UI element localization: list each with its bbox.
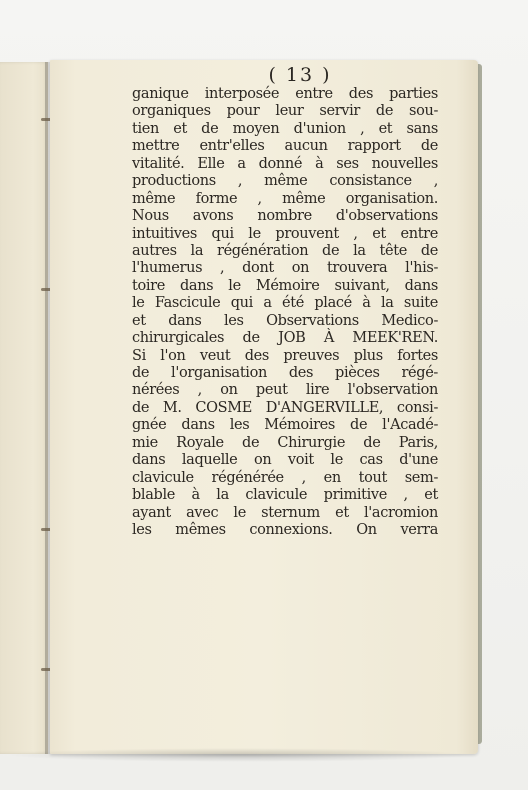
page-number: ( 13 ) — [268, 64, 332, 86]
text-line: de l'organisation des pièces régé- — [132, 365, 438, 381]
text-line: nérées , on peut lire l'observation — [132, 382, 438, 399]
text-line: le Fascicule qui a été placé à la suite — [132, 295, 438, 312]
text-line: même forme , même organisation. — [132, 190, 438, 207]
text-line: productions , même consistance , — [132, 173, 438, 190]
text-line: ayant avec le sternum et l'acromion — [132, 504, 438, 521]
page-text-block — [132, 64, 438, 539]
text-line: Si l'on veut des preuves plus fortes — [132, 347, 438, 364]
text-line: ganique interposée entre des parties — [132, 86, 438, 102]
left-page — [0, 62, 48, 754]
text-line: organiques pour leur servir de sou- — [132, 103, 438, 120]
text-line: intuitives qui le prouvent , et entre — [132, 225, 438, 242]
right-page — [50, 60, 478, 754]
text-line: Nous avons nombre d'observations — [132, 208, 438, 225]
text-line: clavicule régénérée , en tout sem- — [132, 469, 438, 486]
text-line: vitalité. Elle a donné à ses nouvelles — [132, 155, 438, 172]
text-line: l'humerus , dont on trouvera l'his- — [132, 260, 438, 277]
text-line: mettre entr'elles aucun rapport de — [132, 138, 438, 155]
text-line: autres la régénération de la tête de — [132, 242, 438, 259]
text-line: tien et de moyen d'union , et sans — [132, 120, 438, 137]
text-line: toire dans le Mémoire suivant, dans — [132, 277, 438, 294]
text-line: mie Royale de Chirurgie de Paris, — [132, 434, 438, 451]
text-line: gnée dans les Mémoires de l'Acadé- — [132, 417, 438, 434]
text-line: de M. COSME D'ANGERVILLE, consi- — [132, 399, 438, 416]
text-line: blable à la clavicule primitive , et — [132, 487, 438, 504]
text-line: chirurgicales de JOB À MEEK'REN. — [132, 330, 438, 347]
text-line: dans laquelle on voit le cas d'une — [132, 452, 438, 469]
text-line: les mêmes connexions. On verra — [132, 521, 438, 538]
text-line: et dans les Observations Medico- — [132, 312, 438, 329]
